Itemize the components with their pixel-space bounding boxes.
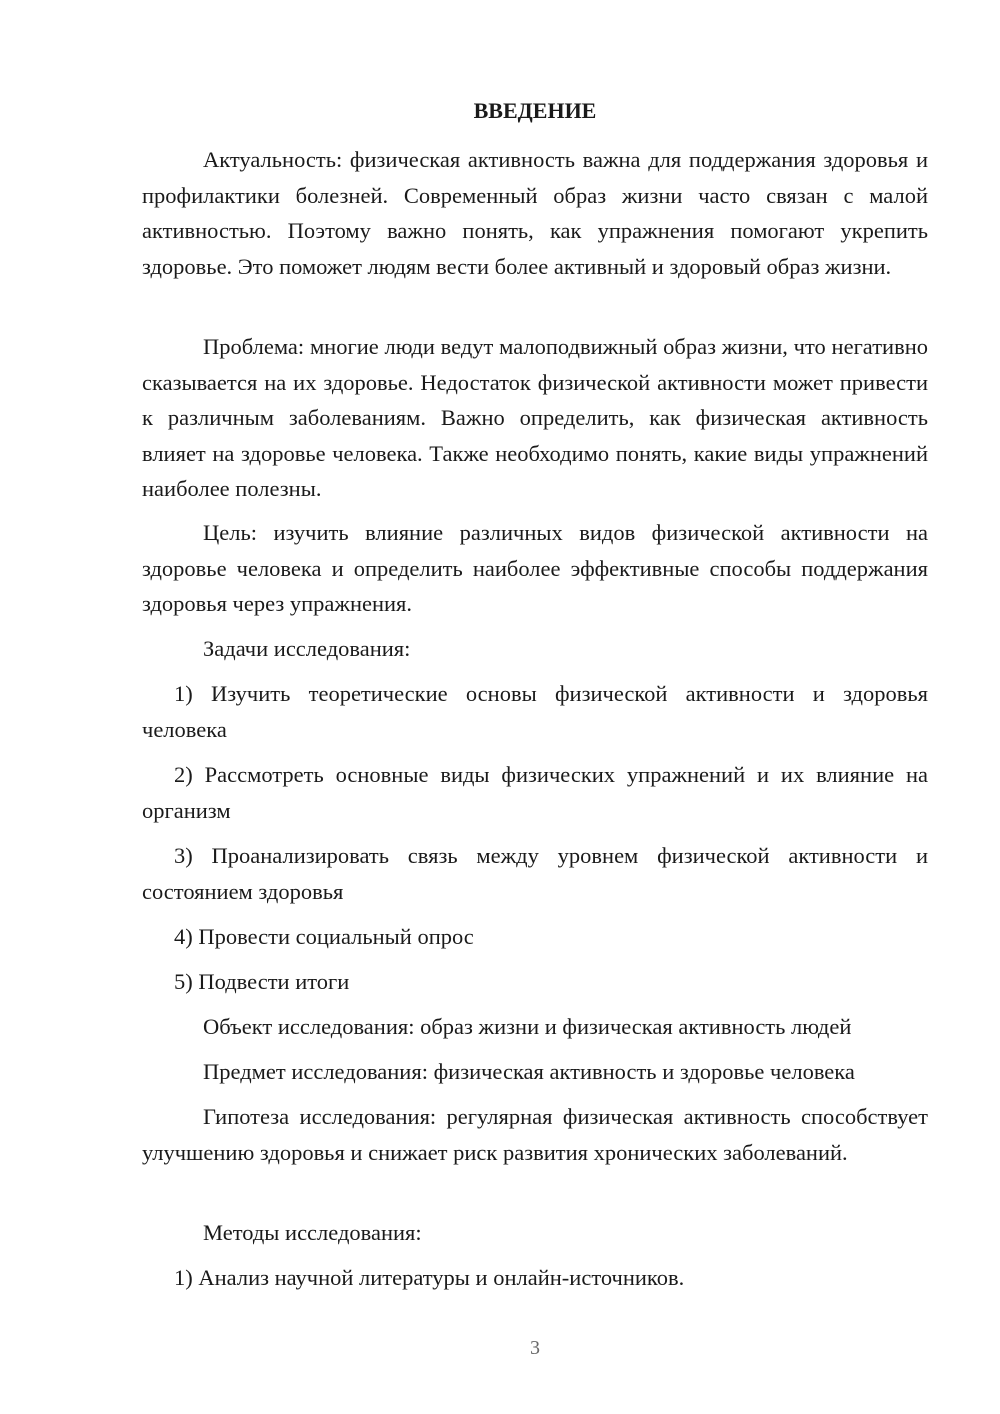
task-item-4: 4) Провести социальный опрос	[174, 924, 474, 949]
paragraph-subject: Предмет исследования: физическая активность и здоровье человека	[203, 1059, 855, 1084]
page-number: 3	[530, 1337, 540, 1359]
method-item-1: 1) Анализ научной литературы и онлайн-источников.	[174, 1265, 685, 1290]
task-item-3: 3) Проанализировать связь между уровнем физической активности и состоянием здоровья	[142, 843, 928, 904]
paragraph-problem: Проблема: многие люди ведут малоподвижный образ жизни, что негативно сказывается на их здоровье. Недостаток физической активности может привести к различным заболеваниям. Важно определить, как физическая активность влияет на здоровье человека. Также необходимо понять, какие виды упражнений наиболее полезны.	[142, 334, 928, 501]
paragraph-goal: Цель: изучить влияние различных видов физической активности на здоровье человека и определить наиболее эффективные способы поддержания здоровья через упражнения.	[142, 520, 928, 616]
section-heading: ВВЕДЕНИЕ	[473, 98, 597, 123]
task-item-2: 2) Рассмотреть основные виды физических упражнений и их влияние на организм	[142, 762, 928, 823]
paragraph-hypothesis: Гипотеза исследования: регулярная физическая активность способствует улучшению здоровья и снижает риск развития хронических заболеваний.	[142, 1104, 928, 1165]
paragraph-relevance: Актуальность: физическая активность важна для поддержания здоровья и профилактики болезней. Современный образ жизни часто связан с малой активностью. Поэтому важно понять, как упражнения помогают укрепить здоровье. Это поможет людям вести более активный и здоровый образ жизни.	[142, 147, 928, 279]
task-item-5: 5) Подвести итоги	[174, 969, 350, 994]
tasks-title: Задачи исследования:	[203, 636, 411, 661]
paragraph-object: Объект исследования: образ жизни и физическая активность людей	[203, 1014, 852, 1039]
methods-title: Методы исследования:	[203, 1220, 422, 1245]
task-item-1: 1) Изучить теоретические основы физической активности и здоровья человека	[142, 681, 928, 742]
